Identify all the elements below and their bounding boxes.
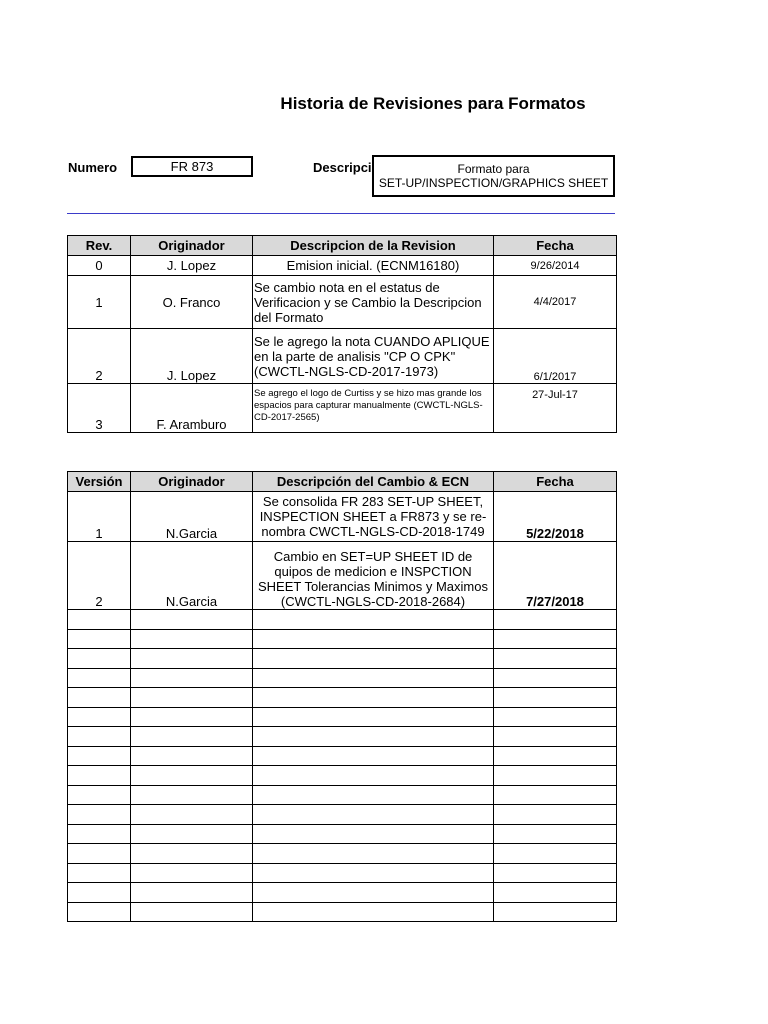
cell-version: 1 [68, 492, 131, 542]
cell-rev: 0 [68, 256, 131, 276]
cell-originador: N.Garcia [131, 542, 253, 610]
empty-row [68, 727, 617, 747]
col-header-originador: Originador [131, 472, 253, 492]
empty-cell [68, 707, 131, 727]
divider [67, 213, 615, 214]
cell-rev: 3 [68, 384, 131, 433]
empty-cell [253, 629, 494, 649]
col-header-descripcion: Descripcion de la Revision [253, 236, 494, 256]
empty-cell [253, 902, 494, 922]
empty-cell [253, 824, 494, 844]
descripcion-line-2: SET-UP/INSPECTION/GRAPHICS SHEET [378, 176, 609, 190]
empty-cell [131, 863, 253, 883]
cell-rev: 2 [68, 329, 131, 384]
table-row [68, 276, 617, 329]
empty-row [68, 785, 617, 805]
numero-value: FR 873 [170, 159, 214, 174]
descripcion-line-1: Formato para [457, 162, 530, 176]
empty-cell [253, 610, 494, 630]
table-header-row [68, 472, 617, 492]
empty-cell [131, 883, 253, 903]
empty-cell [494, 629, 617, 649]
empty-row [68, 629, 617, 649]
numero-field [131, 156, 253, 177]
empty-row [68, 766, 617, 786]
empty-cell [131, 727, 253, 747]
empty-cell [494, 688, 617, 708]
empty-row [68, 883, 617, 903]
empty-cell [68, 746, 131, 766]
empty-cell [253, 746, 494, 766]
col-header-fecha: Fecha [494, 472, 617, 492]
empty-cell [494, 883, 617, 903]
empty-cell [494, 824, 617, 844]
empty-cell [131, 688, 253, 708]
cell-descripcion: Emision inicial. (ECNM16180) [253, 256, 494, 276]
empty-cell [494, 668, 617, 688]
empty-cell [131, 649, 253, 669]
empty-cell [494, 610, 617, 630]
col-header-fecha: Fecha [494, 236, 617, 256]
empty-cell [253, 649, 494, 669]
col-header-version: Versión [68, 472, 131, 492]
cell-descripcion: Se le agrego la nota CUANDO APLIQUE en la parte de analisis "CP O CPK" (CWCTL-NGLS-CD-2017-1973) [253, 329, 494, 384]
empty-cell [131, 668, 253, 688]
empty-cell [494, 805, 617, 825]
empty-cell [253, 844, 494, 864]
empty-cell [253, 805, 494, 825]
empty-row [68, 824, 617, 844]
empty-cell [253, 863, 494, 883]
empty-cell [494, 746, 617, 766]
empty-cell [494, 844, 617, 864]
cell-descripcion: Se cambio nota en el estatus de Verificacion y se Cambio la Descripcion del Formato [253, 276, 494, 329]
col-header-originador: Originador [131, 236, 253, 256]
empty-cell [68, 629, 131, 649]
page-title: Historia de Revisiones para Formatos [280, 94, 586, 113]
empty-cell [494, 707, 617, 727]
cell-originador: O. Franco [131, 276, 253, 329]
empty-cell [68, 727, 131, 747]
table-row [68, 256, 617, 276]
empty-row [68, 844, 617, 864]
empty-cell [131, 902, 253, 922]
empty-cell [131, 824, 253, 844]
table-row [68, 542, 617, 610]
change-history-table [67, 471, 617, 922]
empty-row [68, 649, 617, 669]
cell-descripcion: Se consolida FR 283 SET-UP SHEET, INSPECTION SHEET a FR873 y se re-nombra CWCTL-NGLS-CD-2018-1749 [253, 492, 494, 542]
empty-cell [494, 863, 617, 883]
empty-cell [68, 785, 131, 805]
table-header-row [68, 236, 617, 256]
empty-cell [68, 902, 131, 922]
empty-cell [68, 883, 131, 903]
cell-originador: N.Garcia [131, 492, 253, 542]
cell-fecha: 4/4/2017 [494, 276, 617, 329]
cell-fecha: 27-Jul-17 [494, 384, 617, 433]
empty-cell [68, 805, 131, 825]
cell-originador: J. Lopez [131, 256, 253, 276]
empty-cell [68, 649, 131, 669]
empty-cell [68, 824, 131, 844]
empty-cell [68, 766, 131, 786]
empty-cell [68, 863, 131, 883]
empty-cell [253, 785, 494, 805]
empty-row [68, 746, 617, 766]
cell-originador: F. Aramburo [131, 384, 253, 433]
empty-cell [68, 610, 131, 630]
empty-cell [494, 902, 617, 922]
empty-cell [494, 727, 617, 747]
cell-fecha: 6/1/2017 [494, 329, 617, 384]
empty-cell [253, 707, 494, 727]
cell-fecha: 9/26/2014 [494, 256, 617, 276]
table-row [68, 329, 617, 384]
table-row [68, 384, 617, 433]
empty-cell [494, 785, 617, 805]
cell-rev: 1 [68, 276, 131, 329]
empty-cell [131, 746, 253, 766]
blank-rows [68, 610, 617, 922]
cell-descripcion: Cambio en SET=UP SHEET ID de quipos de medicion e INSPCTION SHEET Tolerancias Minimos y Maximos (CWCTL-NGLS-CD-2018-2684) [253, 542, 494, 610]
cell-version: 2 [68, 542, 131, 610]
cell-descripcion: Se agrego el logo de Curtiss y se hizo mas grande los espacios para capturar manualmente (CWCTL-NGLS-CD-2017-2565) [253, 384, 494, 433]
empty-cell [253, 766, 494, 786]
empty-cell [131, 707, 253, 727]
empty-cell [68, 668, 131, 688]
empty-cell [131, 766, 253, 786]
table-row [68, 492, 617, 542]
col-header-rev: Rev. [68, 236, 131, 256]
empty-row [68, 668, 617, 688]
cell-fecha: 5/22/2018 [494, 492, 617, 542]
empty-cell [131, 629, 253, 649]
empty-row [68, 805, 617, 825]
empty-row [68, 863, 617, 883]
empty-row [68, 707, 617, 727]
col-header-descripcion-cambio: Descripción del Cambio & ECN [253, 472, 494, 492]
empty-cell [253, 727, 494, 747]
empty-cell [131, 805, 253, 825]
empty-cell [68, 844, 131, 864]
descripcion-label: Descripci [313, 160, 372, 175]
empty-cell [253, 688, 494, 708]
cell-fecha: 7/27/2018 [494, 542, 617, 610]
empty-row [68, 902, 617, 922]
descripcion-field [372, 155, 615, 197]
revision-history-table [67, 235, 617, 433]
numero-label: Numero [68, 160, 118, 175]
empty-cell [253, 883, 494, 903]
empty-cell [131, 785, 253, 805]
empty-cell [253, 668, 494, 688]
empty-cell [494, 649, 617, 669]
empty-cell [131, 610, 253, 630]
empty-cell [131, 844, 253, 864]
empty-row [68, 688, 617, 708]
empty-cell [494, 766, 617, 786]
empty-cell [68, 688, 131, 708]
empty-row [68, 610, 617, 630]
cell-originador: J. Lopez [131, 329, 253, 384]
